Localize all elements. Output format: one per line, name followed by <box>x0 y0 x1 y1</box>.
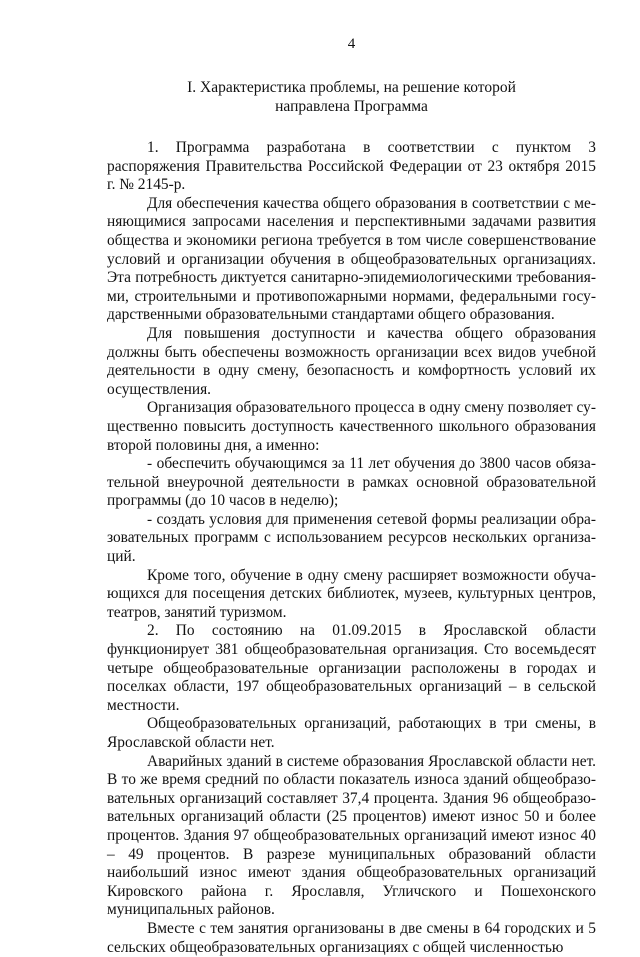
paragraph: Вместе с тем занятия организованы в две смены в 64 городских и 5 сельских общеобразовательных организациях с общей численностью <box>107 919 596 956</box>
document-body <box>107 139 596 957</box>
page-number: 4 <box>347 36 356 52</box>
paragraph: Организация образовательного процесса в одну смену позволяет существенно повысить доступность качественного школьного образования второй половины дня, а именно: <box>107 399 596 454</box>
section-heading <box>107 78 596 116</box>
list-item: - обеспечить обучающимся за 11 лет обучения до 3800 часов обязательной внеурочной деятельности в рамках основной образовательной программы (до 10 часов в неделю); <box>107 455 596 510</box>
paragraph: Общеобразовательных организаций, работающих в три смены, в Ярославской области нет. <box>107 715 596 751</box>
paragraph: Кроме того, обучение в одну смену расширяет возможности обучающихся для посещения детских библиотек, музеев, культурных центров, театров, занятий туризмом. <box>107 566 596 621</box>
paragraph: Аварийных зданий в системе образования Ярославской области нет. В то же время средний по области показатель износа зданий общеобразовательных организаций составляет 37,4 процента. Здания 96 общеобразовательных организаций области (25 процентов) имеют износ 50 и более процентов. Здания 97 общеобразовательных организаций имеют износ 40 – 49 процентов. В разрезе муниципальных образований области наибольший износ имеют здания общеобразовательных организаций Кировского района г. Ярославля, Угличского и Пошехонского муниципальных районов. <box>107 752 596 919</box>
document-page <box>107 34 596 957</box>
paragraph: 2. По состоянию на 01.09.2015 в Ярославской области функционирует 381 общеобразовательная организация. Сто восемьдесят четыре общеобразовательные организации расположены в городах и поселках области, 197 общеобразовательных организаций – в сельской местности. <box>107 622 596 714</box>
paragraph: Для повышения доступности и качества общего образования должны быть обеспечены возможность организации всех видов учебной деятельности в одну смену, безопасность и комфортность условий их осуществления. <box>107 324 596 398</box>
section-heading-line-2: направлена Программа <box>275 98 428 115</box>
list-item: - создать условия для применения сетевой формы реализации образовательных программ с использованием ресурсов нескольких организаций. <box>107 510 596 566</box>
paragraph: Для обеспечения качества общего образования в соответствии с меняющимися запросами населения и перспективными задачами развития общества и экономики региона требуется в том числе совершенствование условий и организации обучения в общеобразовательных организациях. Эта потребность диктуется санитарно-эпидемиологическими требованиями, строительными и противопожарными нормами, федеральными государственными образовательными стандартами общего образования. <box>107 194 596 324</box>
section-heading-line-1: I. Характеристика проблемы, на решение которой <box>187 79 516 96</box>
paragraph: 1. Программа разработана в соответствии с пунктом 3 распоряжения Правительства Российской Федерации от 23 октября 2015 г. № 2145-р. <box>107 139 596 194</box>
